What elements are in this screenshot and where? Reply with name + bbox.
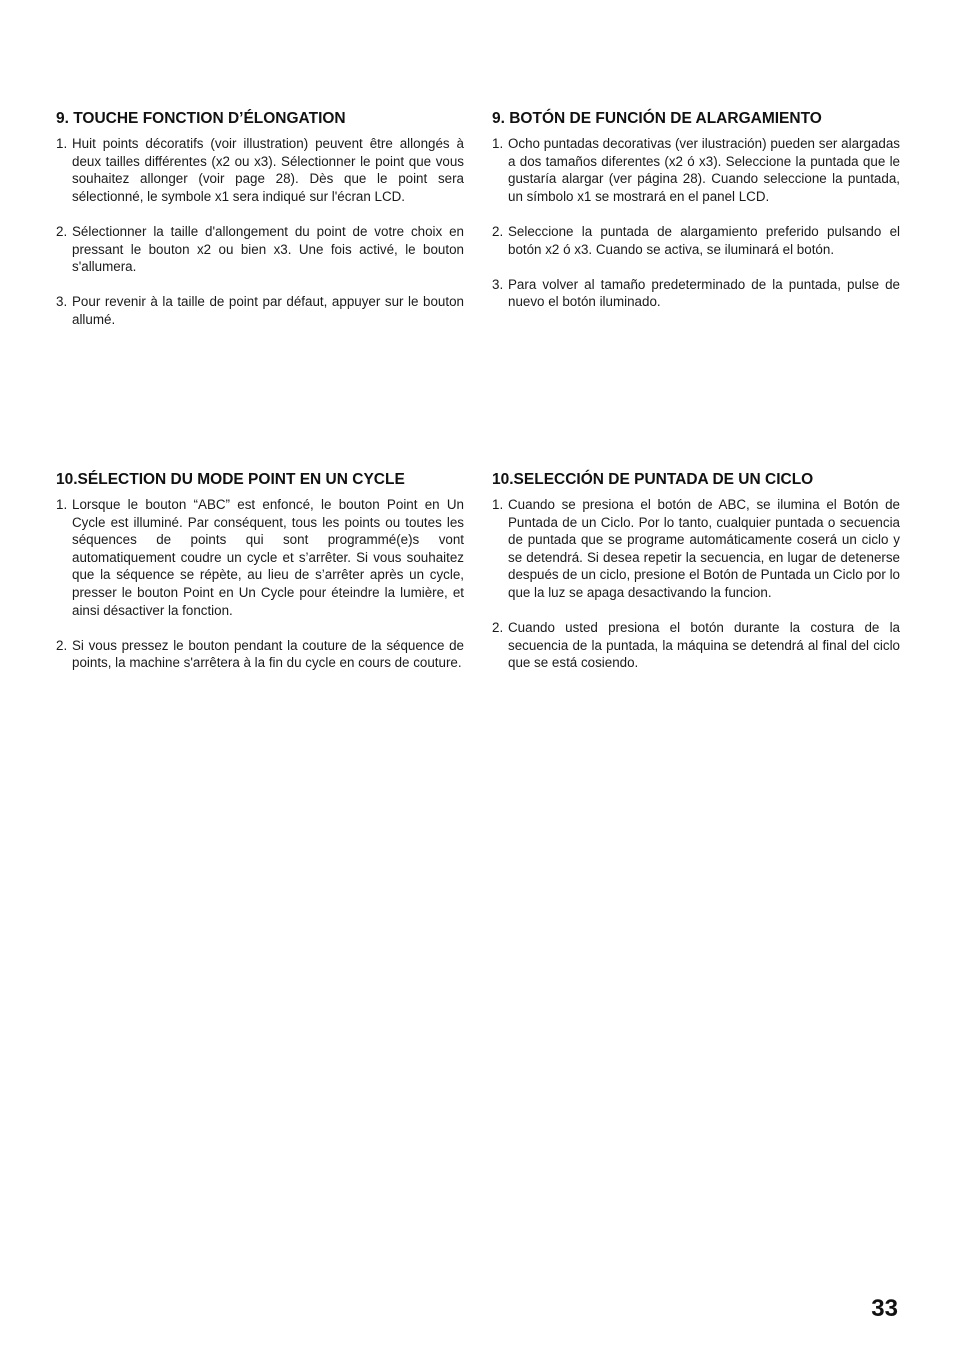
list-item bbox=[492, 619, 900, 672]
page-number: 33 bbox=[871, 1295, 898, 1322]
list-item bbox=[492, 223, 900, 258]
item-text: Pour revenir à la taille de point par défaut, appuyer sur le bouton allumé. bbox=[72, 294, 464, 327]
list-item bbox=[492, 496, 900, 602]
list-item bbox=[56, 496, 464, 619]
item-number: 2. bbox=[56, 223, 68, 239]
section-one-cycle-fr bbox=[56, 470, 464, 690]
item-text: Cuando usted presiona el botón durante la costura de la secuencia de la puntada, la máquina se detendrá al final del ciclo que se está cosiendo. bbox=[508, 620, 900, 671]
item-number: 3. bbox=[492, 276, 504, 292]
item-text: Sélectionner la taille d'allongement du point de votre choix en pressant le bouton x2 ou bien x3. Une fois activé, le bouton s'allumera. bbox=[72, 223, 464, 275]
list-item bbox=[56, 223, 464, 276]
item-text: Seleccione la puntada de alargamiento preferido pulsando el botón x2 ó x3. Cuando se activa, se iluminará el botón. bbox=[508, 223, 900, 257]
item-number: 2. bbox=[492, 620, 504, 636]
list-item bbox=[492, 276, 900, 311]
item-text: Ocho puntadas decorativas (ver ilustración) pueden ser alargadas a dos tamaños diferentes (x2 ó x3). Seleccione la puntada que le gustaría alargar (ver página 28). Cuando seleccione la puntada, un símbolo x1 se mostrará en el panel LCD. bbox=[508, 136, 900, 204]
list-item bbox=[56, 135, 464, 205]
item-text: Huit points décoratifs (voir illustration) peuvent être allongés à deux tailles différentes (x2 ou x3). Sélectionner le point que vous souhaitez allonger (voir page 28). Dès que le point sera sélectionné, le symbole x1 sera indiqué sur l'écran LCD. bbox=[72, 136, 464, 204]
item-number: 1. bbox=[492, 497, 504, 512]
list-item bbox=[56, 293, 464, 328]
item-text: Para volver al tamaño predeterminado de la puntada, pulse de nuevo el botón iluminado. bbox=[508, 276, 900, 310]
item-number: 2. bbox=[492, 223, 504, 239]
item-number: 2. bbox=[56, 637, 68, 653]
section-title: 9. BOTÓN DE FUNCIÓN DE ALARGAMIENTO bbox=[492, 110, 822, 127]
item-text: Cuando se presiona el botón de ABC, se ilumina el Botón de Puntada de un Ciclo. Por lo tanto, cualquier puntada o secuencia de puntada que se programe automáticamente coserá un ciclo y se detendrá. Si desea repetir la secuencia, en lugar de detenerse después de un ciclo, presione el Botón de Puntada un Ciclo por lo que la luz se apaga desactivando la funcion. bbox=[508, 497, 900, 600]
section-elongation-fr bbox=[56, 109, 464, 346]
item-number: 3. bbox=[56, 294, 68, 310]
item-number: 1. bbox=[56, 136, 68, 151]
item-text: Si vous pressez le bouton pendant la couture de la séquence de points, la machine s'arrêtera à la fin du cycle en cours de couture. bbox=[72, 637, 464, 671]
section-one-cycle-es bbox=[492, 470, 900, 690]
item-number: 1. bbox=[492, 136, 504, 151]
list-item bbox=[56, 637, 464, 672]
item-text: Lorsque le bouton “ABC” est enfoncé, le bouton Point en Un Cycle est illuminé. Par conséquent, tous les points ou toutes les séquences de points qui sont programmé(e)s vont automatiquement coudre un cycle et s’arrêter. Si vous souhaitez que la séquence se répète, au lieu de s’arrêter après un cycle, presser le bouton Point en Un Cycle pour éteindre la lumière, et ainsi désactiver la fonction. bbox=[72, 497, 464, 618]
item-number: 1. bbox=[56, 497, 68, 512]
section-title: 10.SELECCIÓN DE PUNTADA DE UN CICLO bbox=[492, 471, 814, 488]
section-title: 10.SÉLECTION DU MODE POINT EN UN CYCLE bbox=[56, 471, 405, 488]
list-item bbox=[492, 135, 900, 205]
section-title: 9. TOUCHE FONCTION D’ÉLONGATION bbox=[56, 110, 346, 127]
section-elongation-es bbox=[492, 109, 900, 329]
